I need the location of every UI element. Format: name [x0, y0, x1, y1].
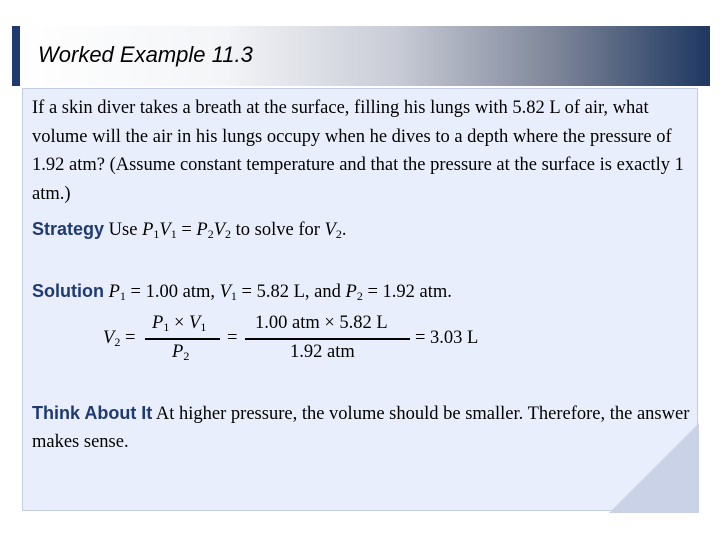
strategy-text-before: Use	[108, 220, 143, 240]
equals-sign: =	[227, 328, 238, 348]
symbolic-denominator: $P_2$	[172, 342, 190, 363]
strategy-text-after: to solve for	[231, 220, 325, 240]
solution-p1: = 1.00 atm,	[125, 282, 220, 302]
symbolic-numerator: $P_1 \times V_1$	[152, 313, 207, 334]
equation-result: = 3.03 L	[415, 328, 479, 348]
solution-v1: = 5.82 L, and	[236, 282, 346, 302]
problem-statement: If a skin diver takes a breath at the surface, filling his lungs with 5.82 L of air, what volume will the air in his lungs occupy when he dives to a depth where the pressure of 1.92 atm? (Assume constant temperature and that the pressure at the surface is exactly 1 atm.)	[32, 98, 684, 204]
think-about-it	[32, 399, 692, 456]
solution-label: Solution	[32, 281, 104, 301]
think-text: At higher pressure, the volume should be smaller. Therefore, the answer makes sense.	[32, 404, 690, 452]
title-accent-bar	[12, 26, 20, 86]
solution-p2: = 1.92 atm.	[362, 282, 452, 302]
numeric-fraction-bar	[245, 338, 410, 340]
strategy-line: Strategy Use $P_1V_1 = P_2V_2$ to solve for $V_2$.	[32, 219, 347, 241]
strategy-label: Strategy	[32, 219, 105, 239]
solution-line: Solution $P_1 = 1.00$ atm, $V_1 = 5.82$ L, and $P_2 = 1.92$ atm.	[32, 281, 452, 303]
numeric-denominator: 1.92 atm	[290, 342, 355, 362]
think-label: Think About It	[32, 403, 153, 423]
numeric-numerator: 1.00 atm × 5.82 L	[255, 313, 388, 333]
equation-lhs: $V_2$ =	[103, 328, 136, 349]
symbolic-fraction-bar	[145, 338, 220, 340]
page-title: Worked Example 11.3	[38, 42, 253, 67]
